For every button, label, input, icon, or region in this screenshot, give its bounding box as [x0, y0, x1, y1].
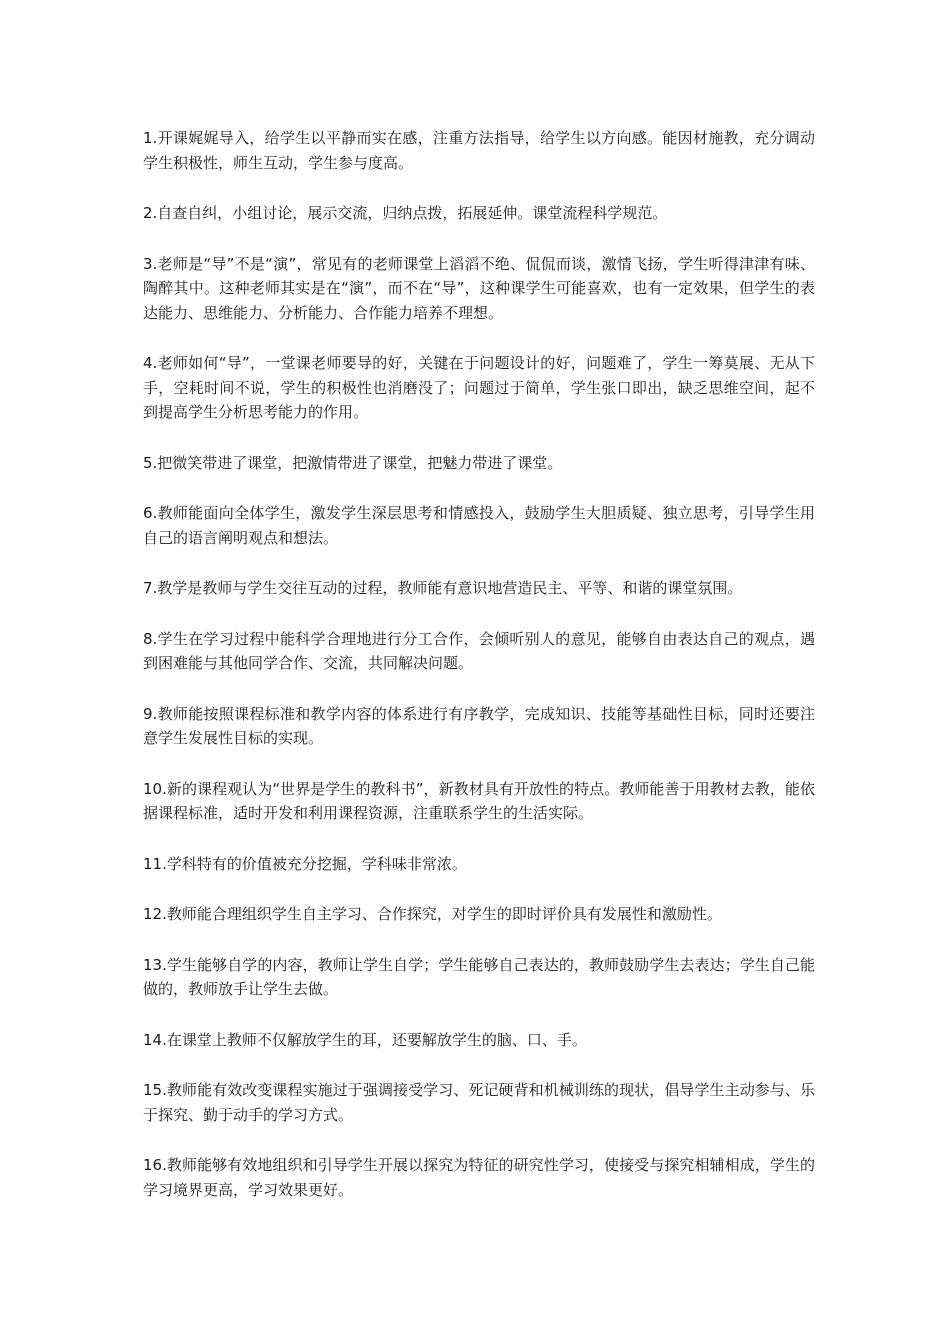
paragraph-4: 4.老师如何“导”，一堂课老师要导的好，关键在于问题设计的好，问题难了，学生一筹莫展、无从下手，空耗时间不说，学生的积极性也消磨没了；问题过于简单，学生张口即出，缺乏思维空间，起不到提高学生分析思考能力的作用。 — [143, 354, 815, 421]
paragraph-5: 5.把微笑带进了课堂，把激情带进了课堂，把魅力带进了课堂。 — [143, 453, 563, 472]
paragraph-8: 8.学生在学习过程中能科学合理地进行分工合作，会倾听别人的意见，能够自由表达自己的观点，遇到困难能与其他同学合作、交流，共同解决问题。 — [143, 629, 815, 672]
paragraph-3: 3.老师是“导”不是“演”，常见有的老师课堂上滔滔不绝、侃侃而谈，激情飞扬，学生听得津津有味、陶醉其中。这种老师其实是在“演”，而不在“导”，这种课学生可能喜欢，也有一定效果，但学生的表达能力、思维能力、分析能力、合作能力培养不理想。 — [143, 254, 815, 322]
paragraph-6: 6.教师能面向全体学生，激发学生深层思考和情感投入，鼓励学生大胆质疑、独立思考，引导学生用自己的语言阐明观点和想法。 — [143, 504, 815, 547]
paragraph-10: 10.新的课程观认为“世界是学生的教科书”，新教材具有开放性的特点。教师能善于用教材去教，能依据课程标准，适时开发和利用课程资源，注重联系学生的生活实际。 — [143, 779, 815, 822]
paragraph-1: 1.开课娓娓导入，给学生以平静而实在感，注重方法指导，给学生以方向感。能因材施教，充分调动学生积极性，师生互动，学生参与度高。 — [143, 129, 815, 172]
paragraph-2: 2.自查自纠，小组讨论，展示交流，归纳点拨，拓展延伸。课堂流程科学规范。 — [143, 204, 668, 222]
paragraph-11: 11.学科特有的价值被充分挖掘，学科味非常浓。 — [143, 854, 467, 873]
paragraph-13: 13.学生能够自学的内容，教师让学生自学；学生能够自己表达的，教师鼓励学生去表达；学生自己能做的，教师放手让学生去做。 — [143, 955, 815, 998]
paragraph-15: 15.教师能有效改变课程实施过于强调接受学习、死记硬背和机械训练的现状，倡导学生主动参与、乐于探究、勤于动手的学习方式。 — [143, 1081, 815, 1124]
paragraph-14: 14.在课堂上教师不仅解放学生的耳，还要解放学生的脑、口、手。 — [143, 1030, 587, 1049]
paragraph-7: 7.教学是教师与学生交往互动的过程，教师能有意识地营造民主、平等、和谐的课堂氛围。 — [143, 579, 743, 597]
paragraph-16: 16.教师能够有效地组织和引导学生开展以探究为特征的研究性学习，使接受与探究相辅相成，学生的学习境界更高，学习效果更好。 — [143, 1156, 815, 1199]
paragraph-12: 12.教师能合理组织学生自主学习、合作探究，对学生的即时评价具有发展性和激励性。 — [143, 905, 722, 923]
paragraph-9: 9.教师能按照课程标准和教学内容的体系进行有序教学，完成知识、技能等基础性目标，同时还要注意学生发展性目标的实现。 — [143, 704, 815, 747]
document-body — [143, 126, 815, 1228]
